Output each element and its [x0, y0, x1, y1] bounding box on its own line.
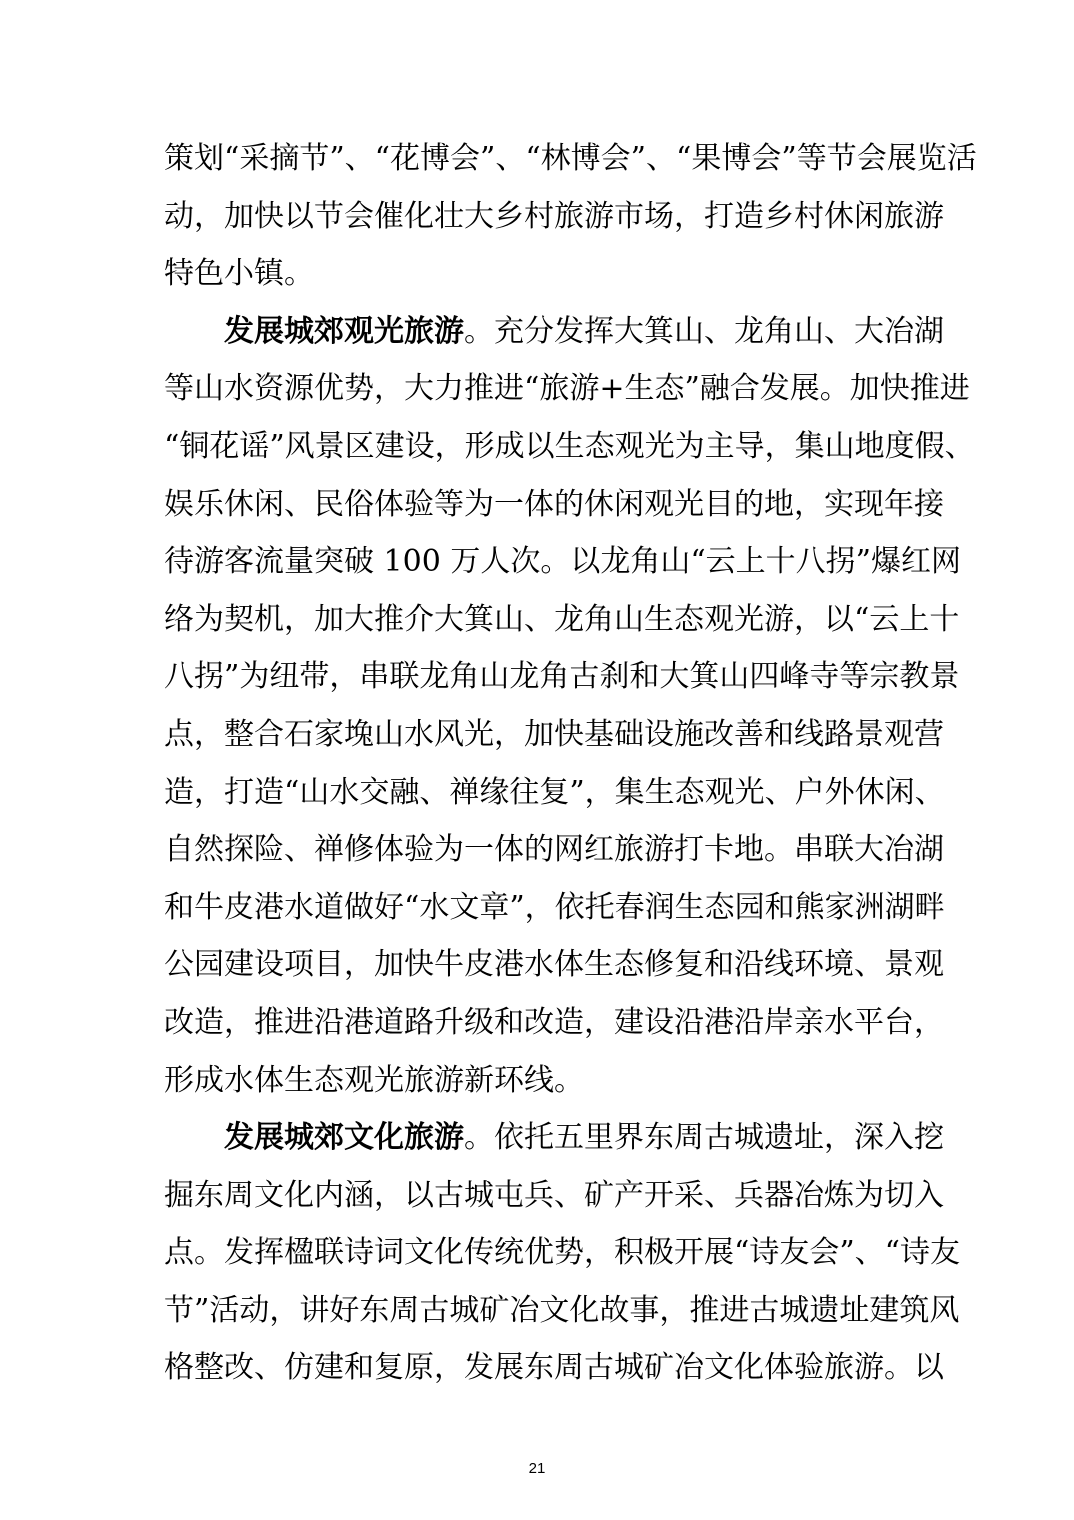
text-line: 动，加快以节会催化壮大乡村旅游市场，打造乡村休闲旅游 [164, 198, 944, 234]
page-number: 21 [528, 1460, 546, 1477]
text-run: 。依托五里界东周古城遗址，深入挖 [464, 1120, 944, 1156]
text-line: 格整改、仿建和复原，发展东周古城矿冶文化体验旅游。以 [164, 1350, 944, 1386]
text-run: 。充分发挥大箕山、龙角山、大冶湖 [464, 313, 944, 349]
text-line: 公园建设项目，加快牛皮港水体生态修复和沿线环境、景观 [164, 947, 944, 983]
text-line: 八拐”为纽带，串联龙角山龙角古刹和大箕山四峰寺等宗教景 [164, 659, 960, 695]
text-line: 形成水体生态观光旅游新环线。 [164, 1062, 584, 1098]
text-line: 自然探险、禅修体验为一体的网红旅游打卡地。串联大冶湖 [164, 832, 944, 868]
paragraph-first-line [164, 1109, 944, 1167]
text-line: 待游客流量突破 100 万人次。以龙角山“云上十八拐”爆红网 [164, 544, 962, 580]
section-heading: 发展城郊观光旅游 [224, 313, 464, 349]
text-line: 特色小镇。 [164, 256, 314, 292]
text-line: 造，打造“山水交融、禅缘往复”，集生态观光、户外休闲、 [164, 774, 945, 810]
text-line: 改造，推进沿港道路升级和改造，建设沿港沿岸亲水平台， [164, 1004, 944, 1040]
text-line: 等山水资源优势，大力推进“旅游+生态”融合发展。加快推进 [164, 371, 970, 407]
text-line: 节”活动，讲好东周古城矿冶文化故事，推进古城遗址建筑风 [164, 1292, 960, 1328]
section-heading: 发展城郊文化旅游 [224, 1120, 464, 1156]
body-text [164, 130, 977, 1397]
text-line: 点。发挥楹联诗词文化传统优势，积极开展“诗友会”、“诗友 [164, 1235, 961, 1271]
text-line: 和牛皮港水道做好“水文章”，依托春润生态园和熊家洲湖畔 [164, 889, 945, 925]
text-line: “铜花谣”风景区建设，形成以生态观光为主导，集山地度假、 [164, 428, 975, 464]
text-line: 娱乐休闲、民俗体验等为一体的休闲观光目的地，实现年接 [164, 486, 944, 522]
text-line: 络为契机，加大推介大箕山、龙角山生态观光游，以“云上十 [164, 601, 960, 637]
text-line: 点，整合石家堍山水风光，加快基础设施改善和线路景观营 [164, 716, 944, 752]
paragraph-first-line [164, 303, 944, 361]
text-line: 掘东周文化内涵，以古城屯兵、矿产开采、兵器冶炼为切入 [164, 1177, 944, 1213]
text-line: 策划“采摘节”、“花博会”、“林博会”、“果博会”等节会展览活 [164, 141, 977, 176]
